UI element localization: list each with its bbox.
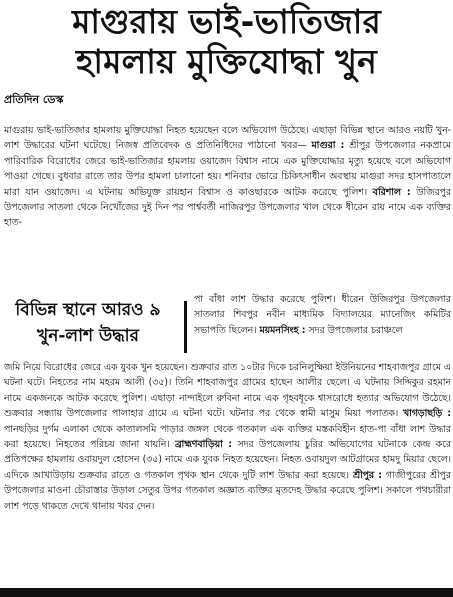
- headline-line-2: হামলায় মুক্তিযোদ্ধা খুন: [75, 42, 377, 81]
- article-body-top: [4, 123, 451, 231]
- magura-text: শ্রীপুর উপজেলার নকপ্রামে পারিবারিক বিরোধের জেরে ভাই-ভাতিজার হামলায় ওয়াজেদ বিশ্বাস নামে এক মুক্তিযোদ্ধার মৃত্যু হয়েছে বলে অভিযোগ পাওয়া গেছে। বুধবার রাতে তার উপর হামলা চালানো হয়। শনিবার ভোরে চিকিৎসাধীন অবস্থায় মাগুরা সদর হাসপাতালে মারা যান ওয়াজেদ। এ ঘটনায় অভিযুক্ত রায়হান বিশ্বাস ও কাওছারকে আটক করেছে পুলিশ।: [4, 140, 451, 198]
- byline: প্রতিদিন ডেস্ক: [4, 93, 64, 106]
- sreepur-text: গাজীপুরের শ্রীপুর উপজেলার মাওনা চৌরাস্তার উড়াল সেতুর উপর গতকাল অজ্ঞাত ব্যক্তির মৃতদেহ উদ্ধার করেছে পুলিশ। সকালে পথচারীরা লাশ পড়ে থাকতে দেখে থানায় খবর দেন।: [4, 469, 451, 512]
- subhead-box: [2, 297, 190, 357]
- footer-rule: [0, 588, 453, 597]
- headline-line-1: মাগুরায় ভাই-ভাতিজার: [72, 2, 381, 41]
- subhead-line-1: বিভিন্ন স্থানে আরও ৯: [15, 300, 161, 320]
- subhead-divider: [184, 301, 187, 353]
- barishal-text: উজিরপুর উপজেলার সাতলা থেকে নিখোঁজের দুই দিন পর পার্শ্ববর্তী নাজিরপুর উপজেলার খাল থেকে ধীরেন রায় নামে এক ব্যক্তির হাত-: [4, 186, 451, 229]
- subhead: [2, 297, 174, 349]
- headline: [0, 2, 453, 82]
- dateline-brahmanbaria: ব্রাহ্মণবাড়িয়া :: [174, 439, 233, 451]
- article-body-right: [194, 292, 451, 338]
- dateline-mymensingh: ময়মনসিংহ :: [259, 324, 306, 336]
- khagrachhari-text: পানছড়ির দুর্গম এলাকা থেকে কাতালসমি পাড়ার জঙ্গল থেকে গতকাল এক ব্যক্তির মস্তকবিহীন হাত-পা বাঁধা লাশ উদ্ধার করা হয়েছে। নিহতের পরিচয় জানা যায়নি।: [4, 423, 451, 451]
- dateline-magura: মাগুরা :: [311, 140, 345, 152]
- dateline-sreepur: শ্রীপুর :: [352, 469, 382, 481]
- article-body-bottom: [4, 360, 451, 514]
- mymensingh-text-cont: জমি নিয়ে বিরোধের জেরে এক যুবক খুন হয়েছেন। শুক্রবার রাত ১০টার দিকে চরনিলুক্ষিয়া ইউনিয়নের শাহবাজপুর গ্রামে এ ঘটনা ঘটে। নিহতের নাম মহরম আলী (৩৫)। তিনি শাহবাজপুর গ্রামের হাছেন আলীর ছেলে। এ ঘটনায় সিদ্দিকুর রহমান নামে একজনকে আটক করেছে পুলিশ। এছাড়া নান্দাইলে রুবিনা নামে এক গৃহবধূকে শ্বাসরোধে হত্যার অভিযোগ উঠেছে। শুক্রবার সন্ধ্যায় উপজেলার পালাহার গ্রামে এ ঘটনা ঘটে। ঘটনার পর থেকে স্বামী মাসুম মিয়া পলাতক।: [4, 362, 451, 420]
- barishal-text-cont: পা বাঁধা লাশ উদ্ধার করেছে পুলিশ। ধীরেন উজিরপুর উপজেলার সাতলার শিবপুর নবীন মাধ্যমিক বিদ্যালয়ের ম্যানেজিং কমিটির সভাপতি ছিলেন।: [194, 294, 451, 336]
- intro-text: মাগুরায় ভাই-ভাতিজার হামলায় মুক্তিযোদ্ধা নিহত হয়েছেন বলে অভিযোগ উঠেছে। এছাড়া বিভিন্ন স্থানে আরও নয়টি খুন-লাশ উদ্ধারের ঘটনা ঘটেছে। নিজস্ব প্রতিবেদক ও প্রতিনিধিদের পাঠানো খবর—: [4, 125, 451, 152]
- subhead-line-2: খুন-লাশ উদ্ধার: [37, 326, 139, 346]
- mymensingh-text: সদর উপজেলার চরাঞ্চলে: [308, 324, 403, 336]
- dateline-barishal: বরিশাল :: [372, 186, 411, 198]
- brahmanbaria-text: সদর উপজেলায় চুরির অভিযোগের ঘটনাকে কেন্দ্র করে প্রতিপক্ষের হামলায় ওবায়দুল হোসেন (৩৫) নামে এক যুবক নিহত হয়েছেন। নিহত ওবায়দুল আটগ্রামের হামদু মিয়ার ছেলে। এদিকে আখাউড়ায় শুক্রবার রাতে ও গতকাল পৃথক স্থান থেকে দুটি লাশ উদ্ধার করা হয়েছে।: [4, 439, 452, 481]
- dateline-khagrachhari: খাগড়াছড়ি :: [403, 408, 451, 420]
